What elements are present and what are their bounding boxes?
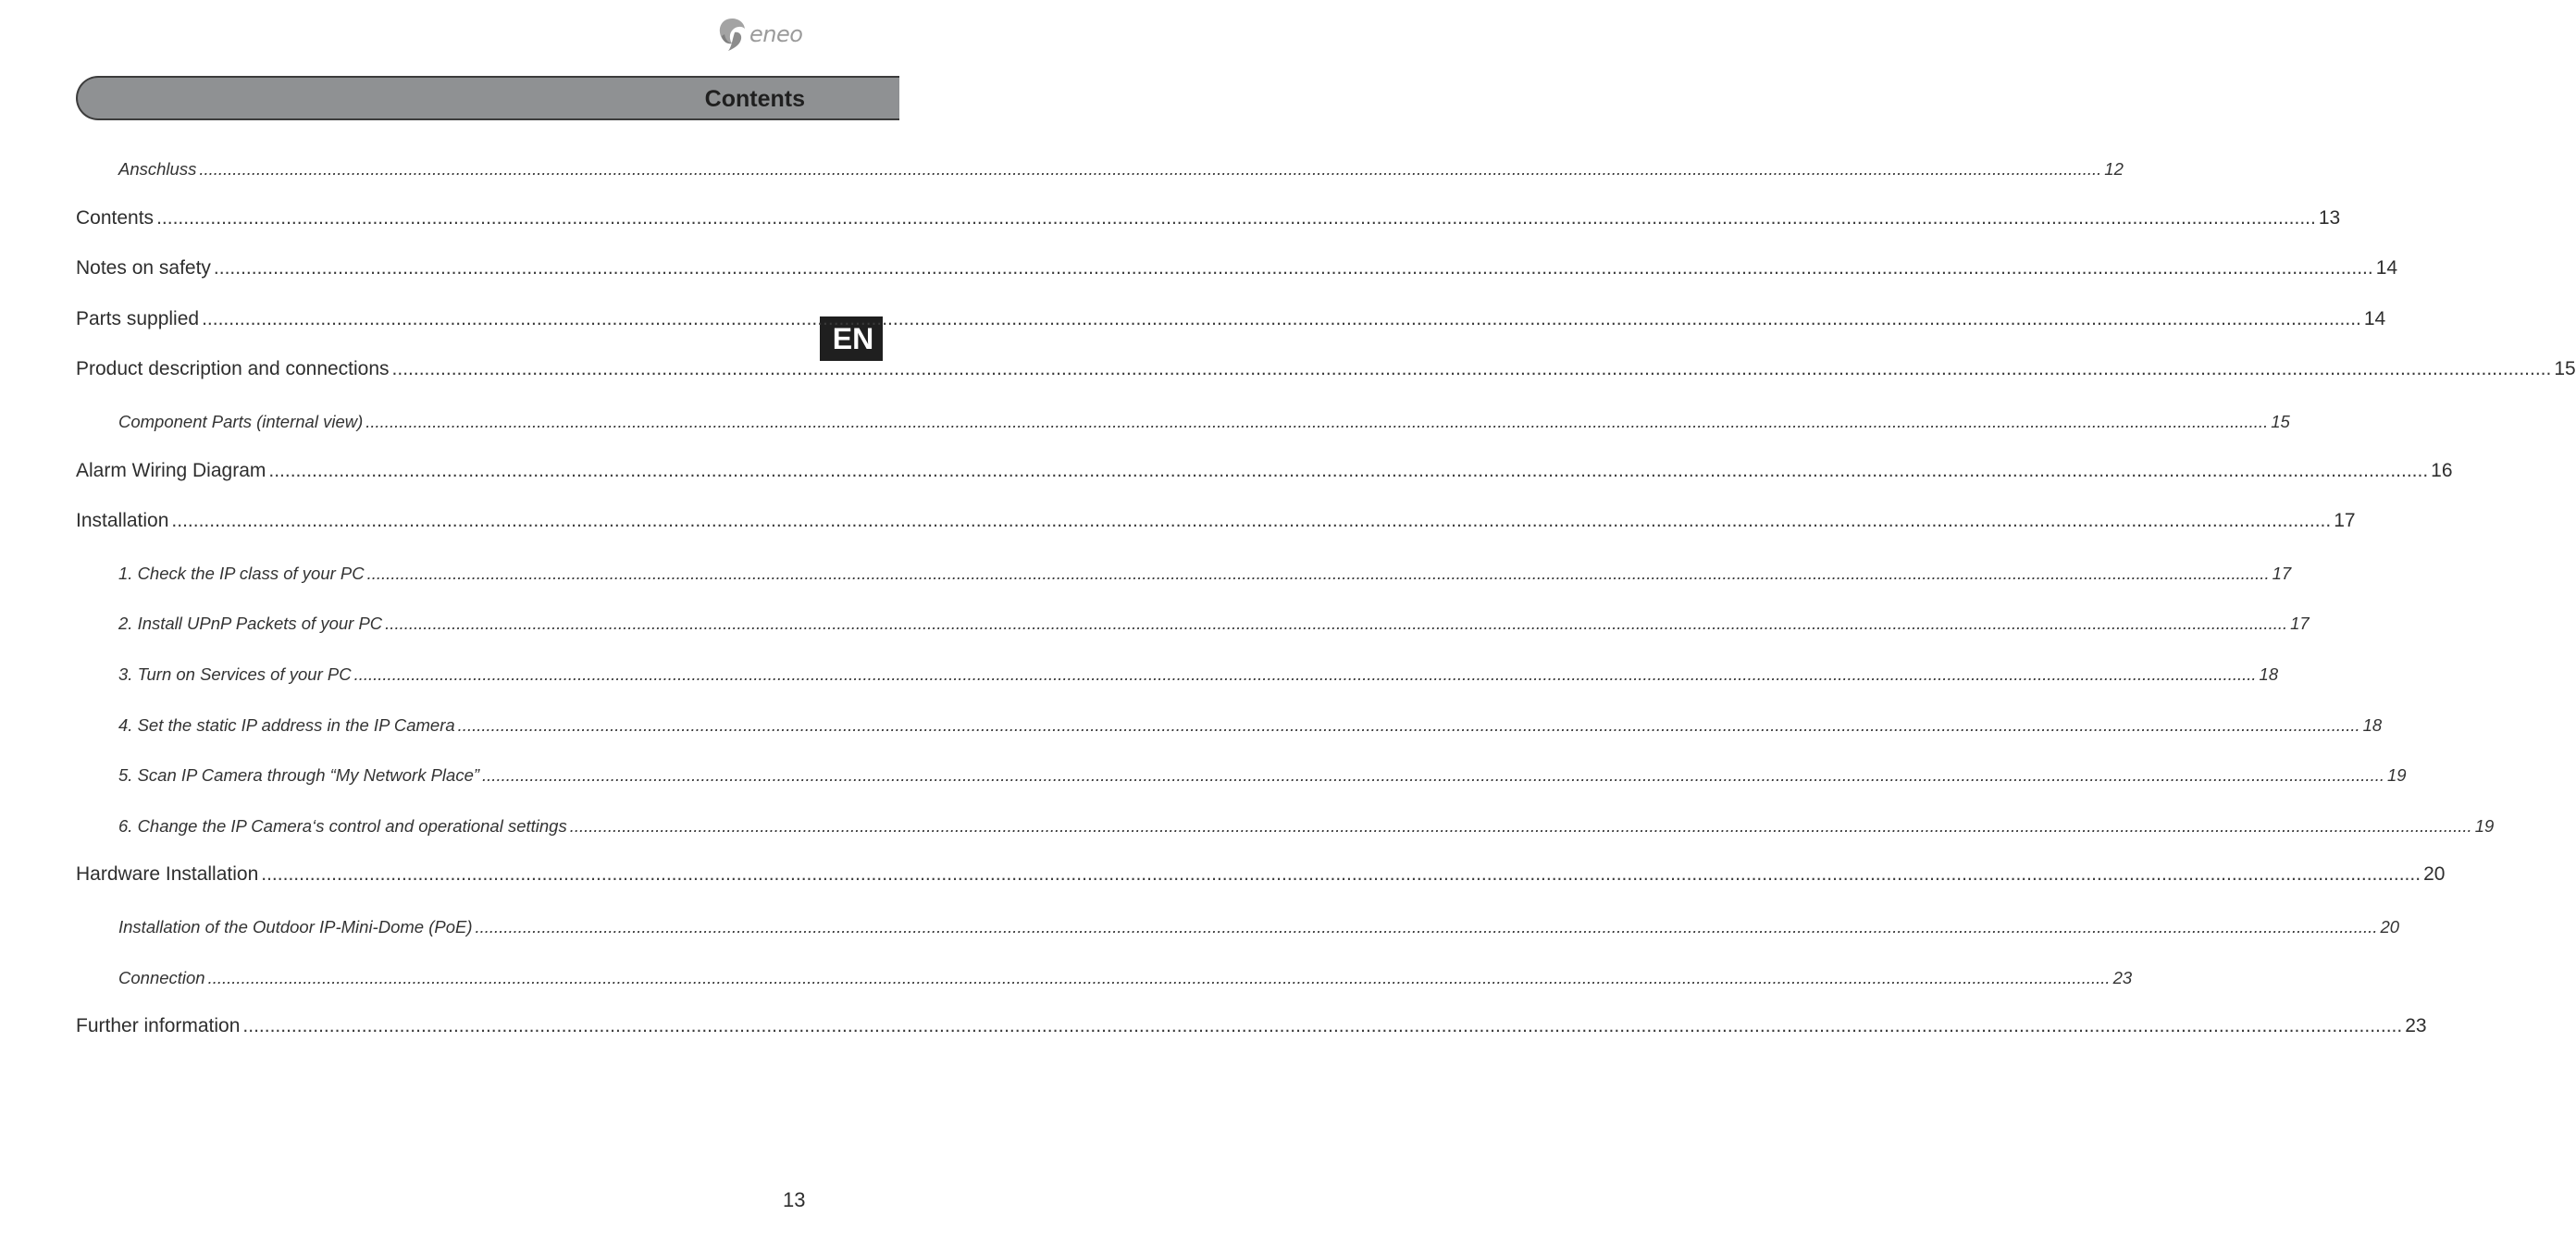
toc-entry-page: 15 xyxy=(2271,412,2290,431)
toc-dot-leader: ................................................................................................................................................................................................................................................................................................................................................................................................................ xyxy=(268,459,2429,481)
toc-entry-page: 16 xyxy=(2431,459,2453,481)
toc-entry-label: Installation xyxy=(76,510,169,532)
toc-dot-leader: ................................................................................................................................................................................................................................................................................................................................................................................................................ xyxy=(242,1015,2403,1037)
toc-entry-page: 23 xyxy=(2112,967,2133,987)
toc-dot-leader: ................................................................................................................................................................................................................................................................................................................................................................................................................ xyxy=(202,307,2361,329)
toc-dot-leader: ................................................................................................................................................................................................................................................................................................................................................................................................................ xyxy=(385,614,2288,634)
toc-entry-label: Component Parts (internal view) xyxy=(118,412,364,431)
toc-entry-label: Parts supplied xyxy=(76,307,200,329)
toc-entry[interactable] xyxy=(76,307,2386,330)
eneo-logo-icon xyxy=(716,16,748,53)
page-number: 13 xyxy=(783,1188,806,1211)
toc-entry-page: 17 xyxy=(2272,563,2292,583)
toc-dot-leader: ................................................................................................................................................................................................................................................................................................................................................................................................................ xyxy=(156,206,2316,229)
toc-entry[interactable] xyxy=(76,358,2576,380)
toc-entry-label: 4. Set the static IP address in the IP Camera xyxy=(118,714,455,735)
toc-entry-page: 19 xyxy=(2474,815,2495,836)
toc-entry-page: 19 xyxy=(2387,765,2407,786)
toc-entry-label: Installation of the Outdoor IP-Mini-Dome (PoE) xyxy=(118,917,473,937)
toc-entry-label: Further information xyxy=(76,1015,241,1037)
toc-entry-label: 1. Check the IP class of your PC xyxy=(118,563,365,583)
section-header-bar xyxy=(76,76,899,120)
toc-subentry[interactable] xyxy=(118,917,2400,937)
toc-entry[interactable] xyxy=(76,206,2341,230)
toc-entry[interactable] xyxy=(76,510,2356,532)
toc-entry-page: 14 xyxy=(2375,257,2398,279)
toc-dot-leader: ................................................................................................................................................................................................................................................................................................................................................................................................................ xyxy=(365,412,2269,431)
brand-name: eneo xyxy=(749,21,803,47)
language-tab: EN xyxy=(820,316,883,361)
toc-entry-page: 17 xyxy=(2334,510,2356,532)
toc-entry-label: Hardware Installation xyxy=(76,863,259,886)
toc-dot-leader: ................................................................................................................................................................................................................................................................................................................................................................................................................ xyxy=(366,563,2270,583)
toc-entry-page: 17 xyxy=(2290,614,2310,634)
toc-dot-leader: ................................................................................................................................................................................................................................................................................................................................................................................................................ xyxy=(457,714,2360,735)
toc-subentry[interactable] xyxy=(118,664,2279,685)
toc-subentry[interactable] xyxy=(118,159,2124,180)
toc-entry-page: 18 xyxy=(2259,664,2279,684)
toc-subentry[interactable] xyxy=(118,714,2383,736)
toc-entry-label: 3. Turn on Services of your PC xyxy=(118,664,352,684)
toc-entry[interactable] xyxy=(76,1015,2427,1037)
toc-entry-label: 2. Install UPnP Packets of your PC xyxy=(118,614,383,634)
toc-dot-leader: ................................................................................................................................................................................................................................................................................................................................................................................................................ xyxy=(213,257,2373,279)
toc-entry-page: 20 xyxy=(2380,917,2400,937)
toc-entry-label: Contents xyxy=(76,206,155,229)
toc-entry-label: Notes on safety xyxy=(76,257,211,279)
toc-dot-leader: ................................................................................................................................................................................................................................................................................................................................................................................................................ xyxy=(261,863,2421,886)
toc-dot-leader: ................................................................................................................................................................................................................................................................................................................................................................................................................ xyxy=(171,510,2332,532)
toc-dot-leader: ................................................................................................................................................................................................................................................................................................................................................................................................................ xyxy=(199,159,2102,179)
toc-subentry[interactable] xyxy=(118,412,2290,432)
toc-subentry[interactable] xyxy=(118,815,2495,837)
toc-entry-label: Connection xyxy=(118,967,205,987)
page-title: Contents xyxy=(704,86,805,112)
toc-entry-page: 12 xyxy=(2104,159,2124,179)
toc-entry-label: Anschluss xyxy=(118,159,197,179)
toc-entry[interactable] xyxy=(76,257,2398,279)
toc-subentry[interactable] xyxy=(118,563,2292,584)
toc-entry-label: 5. Scan IP Camera through “My Network Place” xyxy=(118,765,480,786)
toc-dot-leader: ................................................................................................................................................................................................................................................................................................................................................................................................................ xyxy=(353,664,2257,684)
toc-entry-label: 6. Change the IP Camera‘s control and operational settings xyxy=(118,815,567,836)
toc-dot-leader: ................................................................................................................................................................................................................................................................................................................................................................................................................ xyxy=(482,765,2384,786)
toc-subentry[interactable] xyxy=(118,614,2310,634)
toc-entry-page: 13 xyxy=(2318,206,2341,229)
toc-entry-page: 18 xyxy=(2362,714,2383,735)
toc-entry[interactable] xyxy=(76,459,2453,482)
toc-dot-leader: ................................................................................................................................................................................................................................................................................................................................................................................................................ xyxy=(391,358,2552,380)
brand-logo xyxy=(716,15,818,54)
toc-entry-page: 15 xyxy=(2554,358,2576,380)
toc-dot-leader: ................................................................................................................................................................................................................................................................................................................................................................................................................ xyxy=(207,967,2111,987)
toc-entry-label: Product description and connections xyxy=(76,358,390,380)
toc-dot-leader: ................................................................................................................................................................................................................................................................................................................................................................................................................ xyxy=(475,917,2378,937)
toc-dot-leader: ................................................................................................................................................................................................................................................................................................................................................................................................................ xyxy=(569,815,2472,836)
toc-entry-page: 23 xyxy=(2405,1015,2427,1037)
toc-entry-page: 14 xyxy=(2363,307,2386,329)
toc-entry-label: Alarm Wiring Diagram xyxy=(76,459,266,481)
toc-subentry[interactable] xyxy=(118,967,2133,988)
toc-entry[interactable] xyxy=(76,863,2446,886)
toc-subentry[interactable] xyxy=(118,765,2407,786)
toc-entry-page: 20 xyxy=(2423,863,2446,886)
